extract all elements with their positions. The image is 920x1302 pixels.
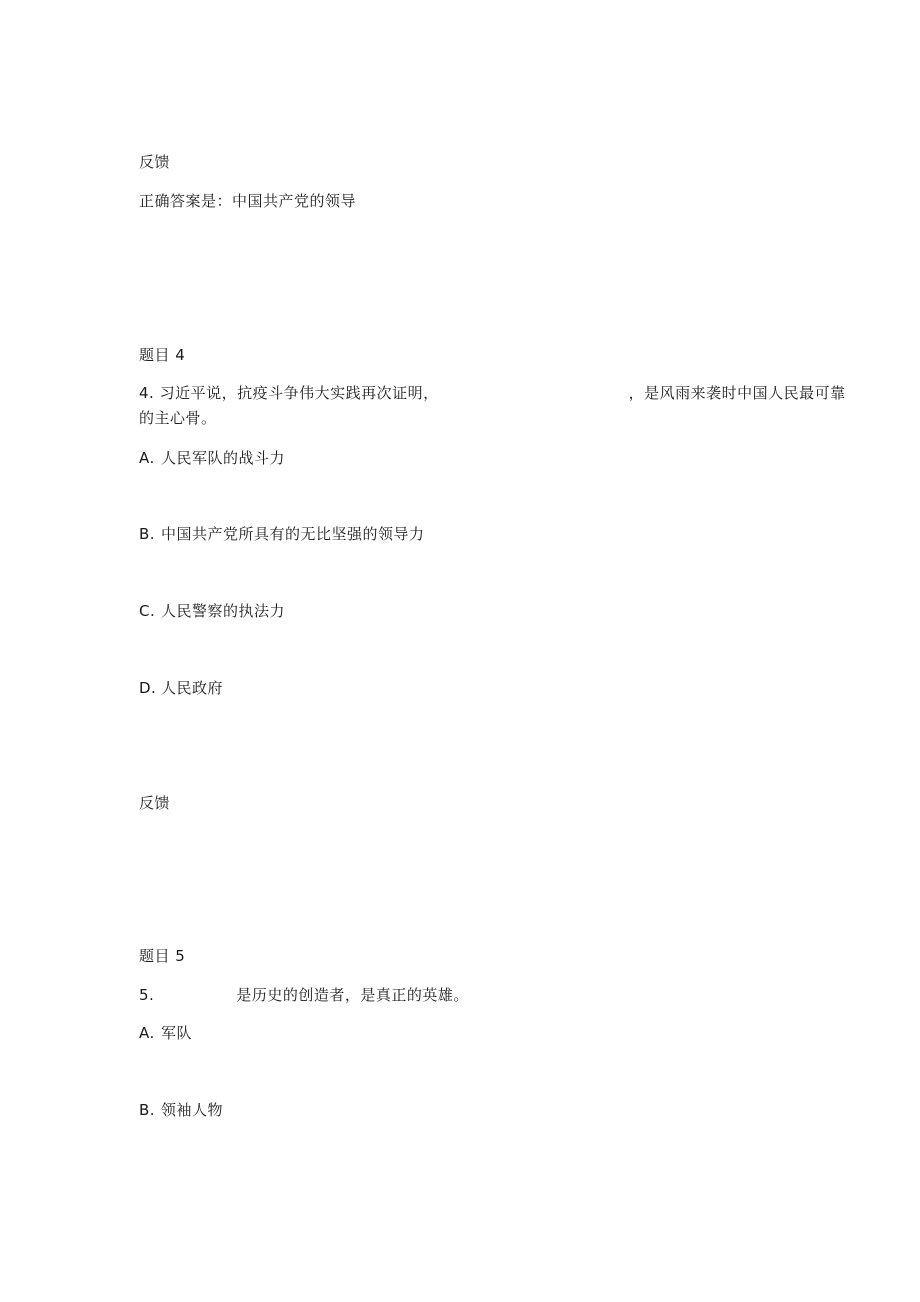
option-letter: B. (139, 525, 156, 543)
question-5-heading: 题目 5 (139, 947, 186, 965)
option-text: 军队 (161, 1024, 193, 1042)
question-4-stem-line-2: 的主心骨。 (139, 409, 217, 427)
option-letter: D. (139, 679, 157, 697)
question-4-option-c[interactable] (139, 601, 285, 621)
option-letter: A. (139, 449, 155, 467)
question-4-option-a[interactable] (139, 448, 285, 468)
option-text: 领袖人物 (161, 1101, 224, 1119)
question-5-stem-text: 是历史的创造者，是真正的英雄。 (236, 986, 469, 1004)
option-text: 人民政府 (161, 679, 224, 697)
question-5-number: 5. (139, 986, 155, 1004)
option-letter: B. (139, 1101, 156, 1119)
question-4-feedback-label: 反馈 (139, 794, 171, 812)
correct-answer-text: 正确答案是：中国共产党的领导 (139, 192, 357, 210)
question-4-option-b[interactable] (139, 524, 425, 544)
question-5-option-a[interactable] (139, 1023, 192, 1043)
option-letter: C. (139, 602, 156, 620)
question-4-stem-line-1 (139, 383, 846, 403)
question-4-number: 4. (139, 384, 155, 402)
question-4-stem-part-2: ，是风雨来袭时中国人民最可靠 (628, 384, 846, 402)
option-text: 中国共产党所具有的无比坚强的领导力 (161, 525, 425, 543)
question-4-heading: 题目 4 (139, 346, 186, 364)
option-text: 人民军队的战斗力 (161, 449, 286, 467)
feedback-label: 反馈 (139, 153, 171, 171)
question-5-option-b[interactable] (139, 1100, 223, 1120)
question-4-option-d[interactable] (139, 678, 223, 698)
question-5-stem (139, 985, 469, 1005)
option-text: 人民警察的执法力 (161, 602, 286, 620)
question-4-stem-part-1: 习近平说，抗疫斗争伟大实践再次证明， (159, 384, 439, 402)
option-letter: A. (139, 1024, 155, 1042)
